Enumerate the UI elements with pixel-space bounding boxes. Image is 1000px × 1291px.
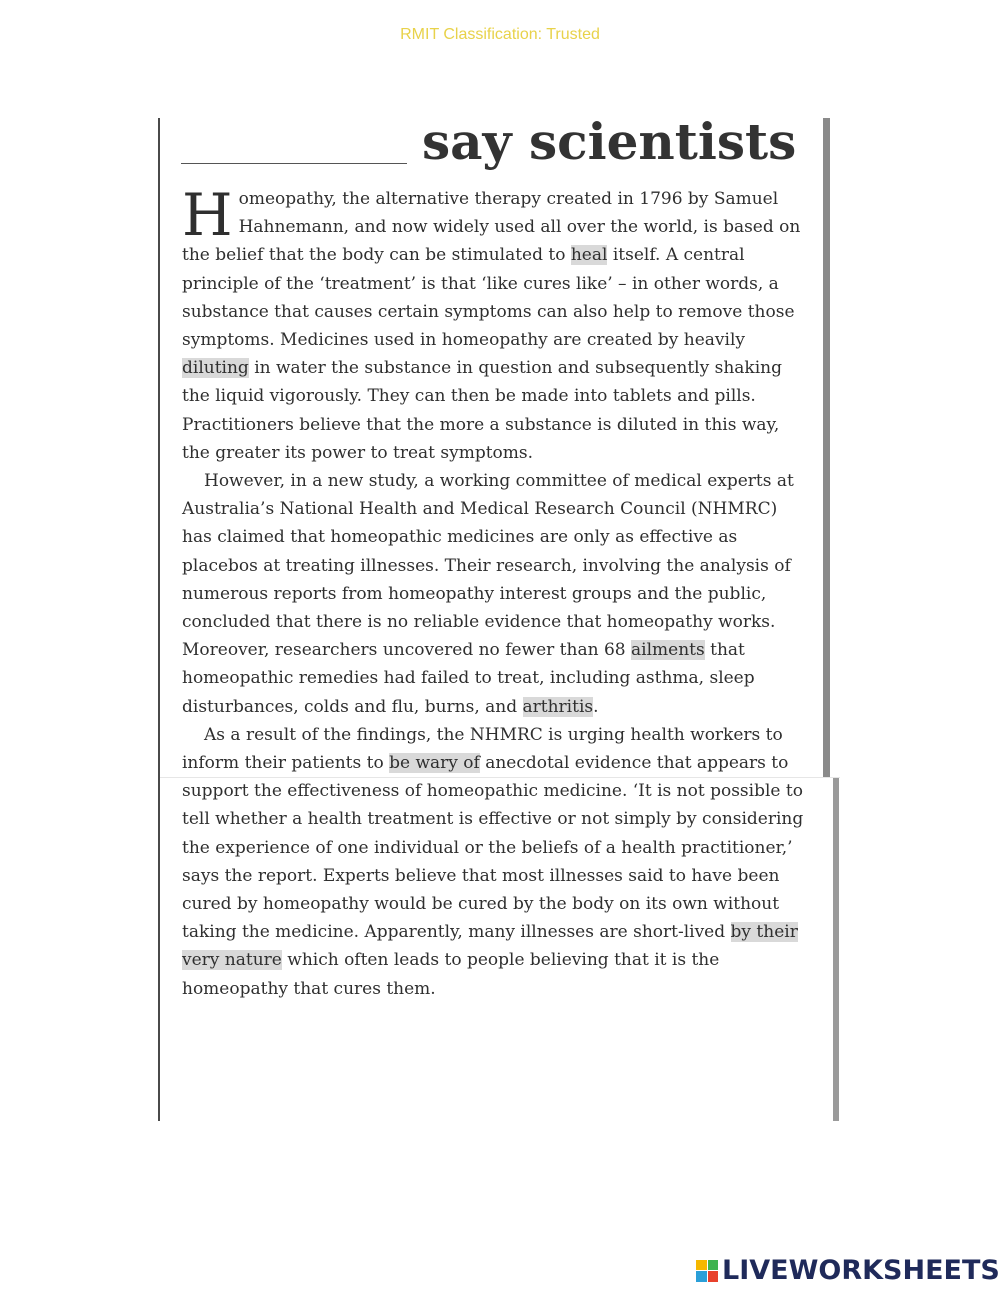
logo-square-1 bbox=[696, 1260, 707, 1271]
page-left-border bbox=[158, 118, 160, 1121]
highlighted-term: ailments bbox=[631, 640, 705, 661]
drop-cap: H bbox=[182, 181, 233, 249]
article-text: that homeopathic remedies had failed to treat, including asthma, sleep disturbances, colds and flu, burns, and bbox=[182, 640, 755, 717]
article-paragraph-3 bbox=[182, 721, 807, 1003]
classification-label: RMIT Classification: Trusted bbox=[400, 26, 600, 43]
article-paragraph-2 bbox=[182, 467, 807, 721]
article-text: However, in a new study, a working committee of medical experts at Australia’s National Health and Medical Research Council (NHMRC) has claimed that homeopathic medicines are only as effective as placebos at treating illnesses. Their research, involving the analysis of numerous reports from homeopathy interest groups and the public, concluded that there is no reliable evidence that homeopathy works. Moreover, researchers uncovered no fewer than 68 bbox=[182, 471, 794, 661]
article-paragraph-1 bbox=[182, 181, 807, 467]
logo-square-4 bbox=[708, 1271, 719, 1282]
logo-square-2 bbox=[708, 1260, 719, 1271]
highlighted-term: diluting bbox=[182, 358, 249, 379]
article-text: . bbox=[593, 696, 599, 717]
article-text: which often leads to people believing that it is the homeopathy that cures them. bbox=[182, 950, 720, 999]
highlighted-term: heal bbox=[570, 245, 608, 266]
article-text: itself. A central principle of the ‘treatment’ is that ‘like cures like’ – in other words, a substance that causes certain symptoms can also help to remove those symptoms. Medicines used in homeopathy are created by heavily bbox=[182, 245, 795, 351]
highlighted-term: be wary of bbox=[389, 753, 480, 774]
title-rule bbox=[181, 163, 407, 164]
highlighted-term: by their very nature bbox=[182, 922, 798, 971]
page-right-border-bottom bbox=[833, 778, 839, 1121]
brand-name: LIVEWORKSHEETS bbox=[722, 1255, 1000, 1286]
liveworksheets-logo-icon bbox=[696, 1260, 718, 1282]
page-right-border-top bbox=[823, 118, 830, 778]
liveworksheets-brand bbox=[696, 1255, 1000, 1286]
article-text: anecdotal evidence that appears to support the effectiveness of homeopathic medicine. ‘It is not possible to tell whether a health treatment is effective or not simply by considering the experience of one individual or the beliefs of a health practitioner,’ says the report. Experts believe that most illnesses said to have been cured by homeopathy would be cured by the body on its own without taking the medicine. Apparently, many illnesses are short-lived bbox=[182, 753, 804, 943]
logo-square-3 bbox=[696, 1271, 707, 1282]
article-text: As a result of the findings, the NHMRC is urging health workers to inform their patients to bbox=[182, 724, 783, 774]
article-text: in water the substance in question and subsequently shaking the liquid vigorously. They can then be made into tablets and pills. Practitioners believe that the more a substance is diluted in this way, the greater its power to treat symptoms. bbox=[182, 358, 783, 463]
article-text: omeopathy, the alternative therapy created in 1796 by Samuel Hahnemann, and now widely used all over the world, is based on the belief that the body can be stimulated to bbox=[182, 189, 801, 266]
highlighted-term: arthritis bbox=[522, 696, 594, 717]
article-body bbox=[182, 181, 807, 1003]
article-title: say scientists bbox=[422, 112, 797, 171]
